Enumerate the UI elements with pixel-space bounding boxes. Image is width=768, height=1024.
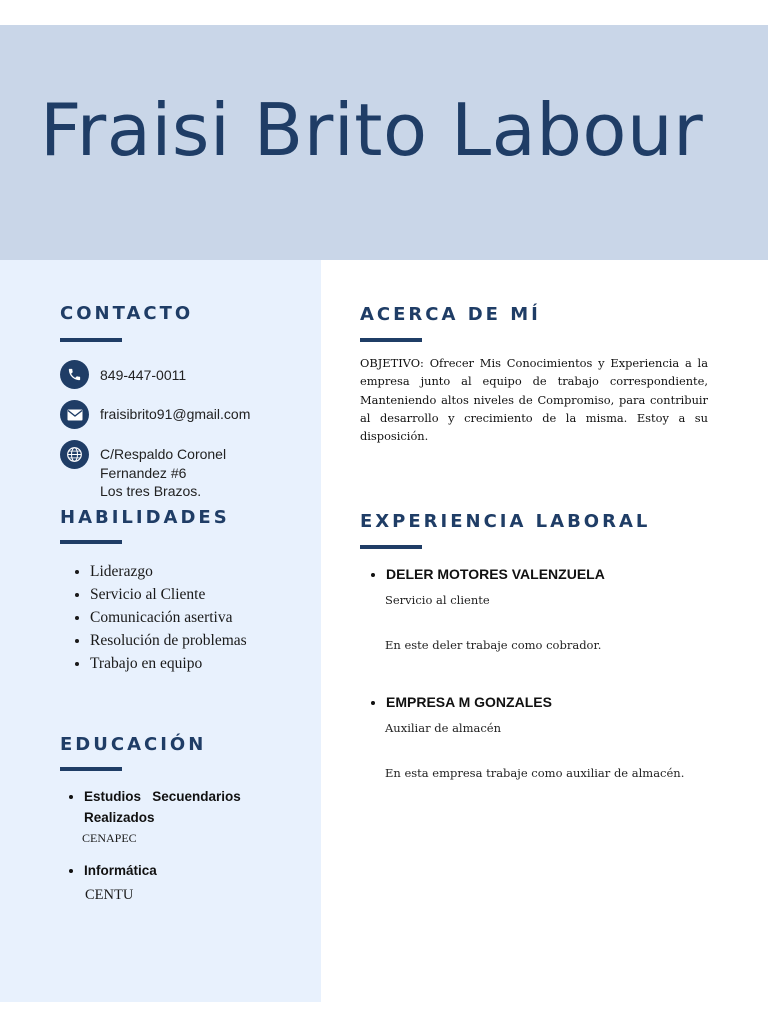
contact-phone: 849-447-0011 [100, 367, 187, 383]
job-description: En esta empresa trabaje como auxiliar de almacén. [385, 766, 685, 780]
education-title-underline [60, 767, 122, 771]
contact-title-underline [60, 338, 122, 342]
skill-item: • Liderazgo [90, 560, 247, 583]
skill-item: • Servicio al Cliente [90, 583, 247, 606]
person-name: Fraisi Brito Labour [40, 88, 704, 172]
contact-title: CONTACTO [60, 303, 194, 324]
job-company-name: • EMPRESA M GONZALES [386, 694, 552, 710]
experience-title: EXPERIENCIA LABORAL [360, 511, 651, 532]
education-institution: CENTU [85, 887, 134, 903]
address-line: C/Respaldo Coronel [100, 446, 227, 462]
about-title-underline [360, 338, 422, 342]
skills-title: HABILIDADES [60, 507, 230, 528]
globe-icon [60, 440, 89, 469]
skill-item: • Trabajo en equipo [90, 652, 247, 675]
education-degree: • Informática [84, 860, 157, 881]
skills-title-underline [60, 540, 122, 544]
about-text: OBJETIVO: Ofrecer Mis Conocimientos y Experiencia a la empresa junto al equipo de trabajo correspondiente, Manteniendo altos niveles de Compromiso, para contribuir al desarrollo y crecimiento de la misma. Estoy a su disposición. [360, 356, 708, 444]
experience-title-underline [360, 545, 422, 549]
education-degree-line: Estudios Secuendarios [84, 789, 241, 804]
education-title: EDUCACIÓN [60, 734, 207, 755]
job-company [370, 694, 552, 710]
education-item [68, 860, 157, 881]
skill-item: • Comunicación asertiva [90, 606, 247, 629]
education-degree [84, 786, 241, 828]
skill-item: • Resolución de problemas [90, 629, 247, 652]
education-degree-line: Realizados [84, 810, 155, 825]
address-line: Fernandez #6 [100, 464, 187, 481]
job-role: Auxiliar de almacén [385, 721, 502, 735]
phone-icon [60, 360, 89, 389]
about-title: ACERCA DE MÍ [360, 304, 541, 325]
job-role: Servicio al cliente [385, 593, 490, 607]
contact-address [100, 445, 226, 501]
mail-icon [60, 400, 89, 429]
job-company [370, 566, 605, 582]
address-line: Los tres Brazos. [100, 483, 202, 499]
education-item [68, 786, 241, 828]
skills-list [66, 560, 247, 675]
education-institution: CENAPEC [82, 831, 137, 845]
job-company-name: • DELER MOTORES VALENZUELA [386, 566, 605, 582]
job-description: En este deler trabaje como cobrador. [385, 638, 602, 652]
contact-email[interactable]: fraisibrito91@gmail.com [100, 406, 251, 422]
